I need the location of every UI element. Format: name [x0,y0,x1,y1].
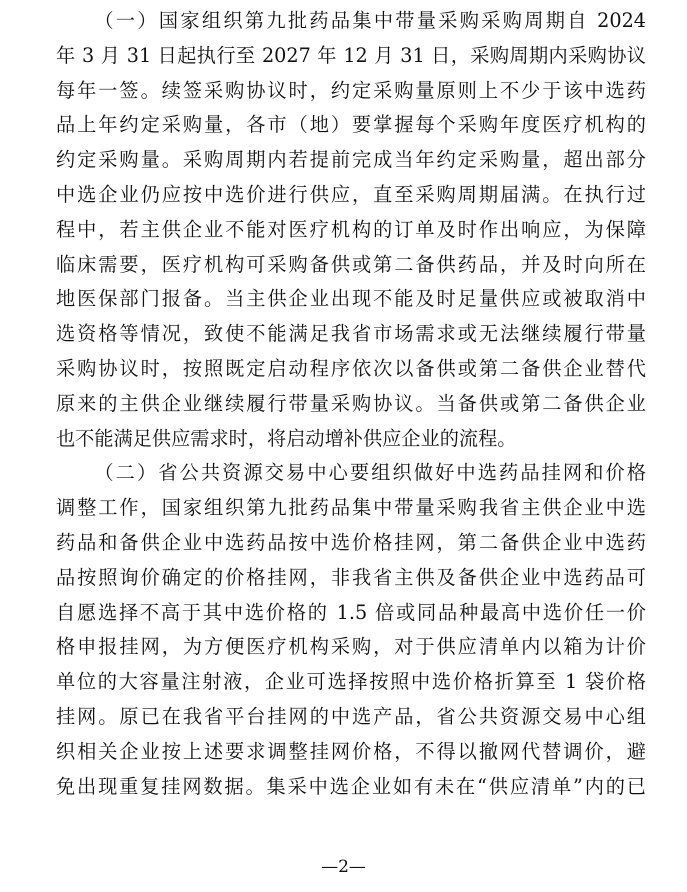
text-line: 约定采购量。采购周期内若提前完成当年约定采购量，超出部分 [56,148,646,172]
text-line: 原来的主供企业继续履行带量采购协议。当备供或第二备供企业 [56,391,646,415]
document-body [56,4,646,804]
page-number: —2— [321,857,366,877]
text-line: 也不能满足供应需求时，将启动增补供应企业的流程。 [56,426,517,450]
text-line: 中选企业仍应按中选价进行供应，直至采购周期届满。在执行过 [56,182,646,206]
text-line: 药品和备供企业中选药品按中选价格挂网，第二备供企业中选药 [56,530,646,554]
text-line: 织相关企业按上述要求调整挂网价格，不得以撤网代替调价，避 [56,739,646,763]
text-line: 调整工作，国家组织第九批药品集中带量采购我省主供企业中选 [56,496,646,520]
text-line: 自愿选择不高于其中选价格的 1.5 倍或同品种最高中选价任一价 [56,600,646,624]
text-line: 年 3 月 31 日起执行至 2027 年 12 月 31 日，采购周期内采购协议 [56,43,646,67]
text-line: 程中，若主供企业不能对医疗机构的订单及时作出响应，为保障 [56,217,646,241]
text-line: 每年一签。续签采购协议时，约定采购量原则上不少于该中选药 [56,78,646,102]
text-line: 单位的大容量注射液，企业可选择按照中选价格折算至 1 袋价格 [56,670,646,694]
text-line: 品上年约定采购量，各市（地）要掌握每个采购年度医疗机构的 [56,113,646,137]
text-line: 挂网。原已在我省平台挂网的中选产品，省公共资源交易中心组 [56,704,646,728]
text-line: （一）国家组织第九批药品集中带量采购采购周期自 2024 [94,9,646,32]
text-line: 地医保部门报备。当主供企业出现不能及时足量供应或被取消中 [56,287,646,311]
text-line: 临床需要，医疗机构可采购备供或第二备供药品，并及时向所在 [56,252,646,276]
text-line: （二）省公共资源交易中心要组织做好中选药品挂网和价格 [94,461,646,485]
text-line: 免出现重复挂网数据。集采中选企业如有未在“供应清单”内的已 [56,774,646,798]
text-line: 格申报挂网，为方便医疗机构采购，对于供应清单内以箱为计价 [56,635,646,659]
text-line: 选资格等情况，致使不能满足我省市场需求或无法继续履行带量 [56,322,646,346]
text-line: 采购协议时，按照既定启动程序依次以备供或第二备供企业替代 [56,356,646,380]
text-line: 品按照询价确定的价格挂网，非我省主供及备供企业中选药品可 [56,565,646,589]
